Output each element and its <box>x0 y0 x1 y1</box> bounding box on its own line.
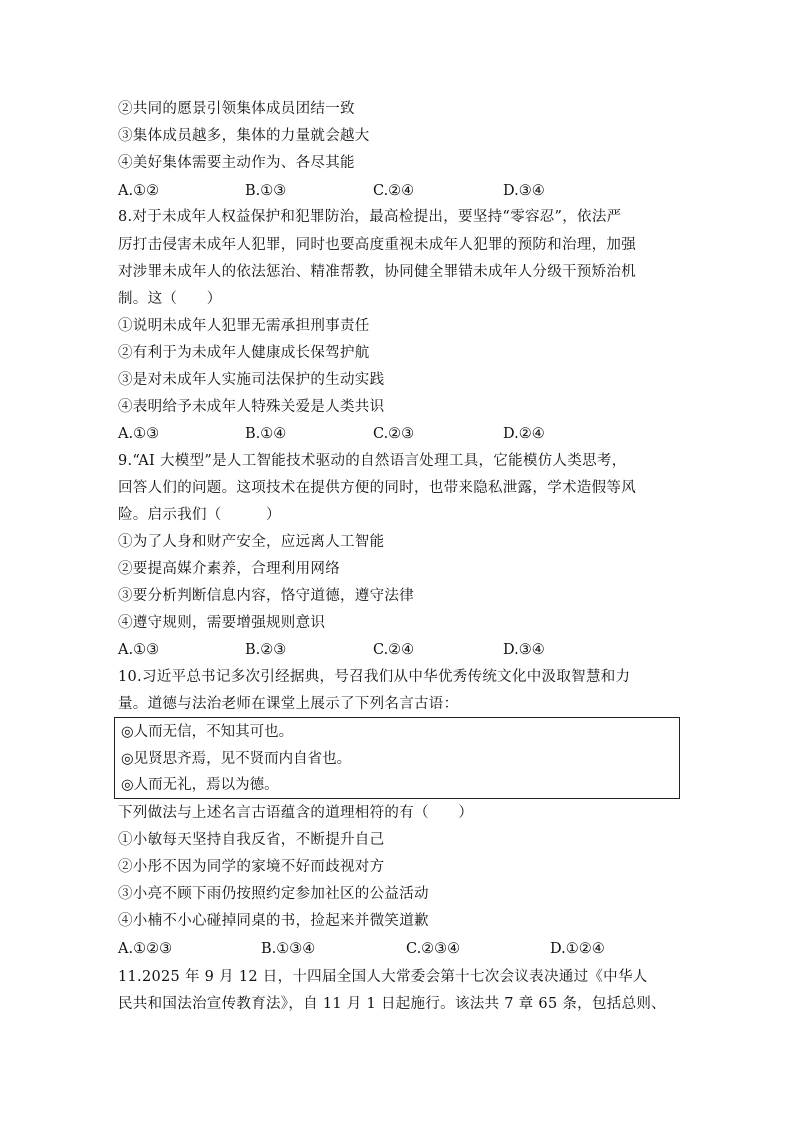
q9-choice-a: A.①③ <box>118 642 160 658</box>
q8-choice-b: B.①④ <box>245 426 287 442</box>
q10-choice-b: B.①③④ <box>261 941 316 957</box>
q7-option-item-4: ④美好集体需要主动作为、各尽其能 <box>118 155 355 171</box>
q8-stem-line-2: 厉打击侵害未成年人犯罪，同时也要高度重视未成年人犯罪的预防和治理，加强 <box>118 237 636 253</box>
q8-stem-line-4: 制。这（ ） <box>118 291 222 307</box>
q7-option-item-2: ②共同的愿景引领集体成员团结一致 <box>118 101 355 117</box>
q10-choice-a: A.①②③ <box>118 941 173 957</box>
q8-option-item-4: ④表明给予未成年人特殊关爱是人类共识 <box>118 399 385 415</box>
q7-answer-choices <box>118 181 683 201</box>
q9-choice-c: C.②④ <box>373 642 415 658</box>
q10-choice-d: D.①②④ <box>550 941 605 957</box>
q9-choice-b: B.②③ <box>245 642 287 658</box>
q10-quote-3: ◎人而无礼，焉以为德。 <box>121 777 279 793</box>
q9-stem-line-3: 险。启示我们（ ） <box>118 507 281 523</box>
q8-stem-line-3: 对涉罪未成年人的依法惩治、精准帮教，协同健全罪错未成年人分级干预矫治机 <box>118 264 636 280</box>
q8-answer-choices <box>118 424 683 444</box>
q8-choice-c: C.②③ <box>373 426 415 442</box>
q7-choice-b: B.①③ <box>245 183 287 199</box>
q7-option-item-3: ③集体成员越多，集体的力量就会越大 <box>118 128 370 144</box>
q10-quote-box <box>114 717 680 799</box>
q10-quote-2: ◎见贤思齐焉，见不贤而内自省也。 <box>121 751 352 767</box>
q10-option-item-1: ①小敏每天坚持自我反省，不断提升自己 <box>118 832 385 848</box>
q10-prompt: 下列做法与上述名言古语蕴含的道理相符的有（ ） <box>118 805 474 821</box>
q10-option-item-3: ③小亮不顾下雨仍按照约定参加社区的公益活动 <box>118 886 429 902</box>
q8-choice-a: A.①③ <box>118 426 160 442</box>
q8-option-item-2: ②有利于为未成年人健康成长保驾护航 <box>118 345 370 361</box>
q9-option-item-2: ②要提高媒介素养，合理利用网络 <box>118 561 340 577</box>
q8-option-item-3: ③是对未成年人实施司法保护的生动实践 <box>118 372 385 388</box>
q9-option-item-3: ③要分析判断信息内容，恪守道德，遵守法律 <box>118 588 414 604</box>
q7-choice-a: A.①② <box>118 183 160 199</box>
q10-choice-c: C.②③④ <box>406 941 461 957</box>
q8-stem-line-1: 8.对于未成年人权益保护和犯罪防治，最高检提出，要坚持“零容忍”，依法严 <box>118 209 622 225</box>
q10-stem-line-2: 量。道德与法治老师在课堂上展示了下列名言古语： <box>118 696 459 712</box>
q10-quote-1: ◎人而无信，不知其可也。 <box>121 724 294 740</box>
q10-answer-choices <box>118 939 683 959</box>
q11-stem-line-2: 民共和国法治宣传教育法》，自 11 月 1 日起施行。该法共 7 章 65 条，包括总则、 <box>118 996 666 1012</box>
q9-stem-line-1: 9.“AI 大模型”是人工智能技术驱动的自然语言处理工具，它能模仿人类思考， <box>118 453 627 469</box>
q7-choice-c: C.②④ <box>373 183 415 199</box>
q9-option-item-1: ①为了人身和财产安全，应远离人工智能 <box>118 534 385 550</box>
q7-choice-d: D.③④ <box>503 183 545 199</box>
q9-option-item-4: ④遵守规则，需要增强规则意识 <box>118 615 326 631</box>
q10-option-item-2: ②小彤不因为同学的家境不好而歧视对方 <box>118 859 385 875</box>
q9-answer-choices <box>118 640 683 660</box>
q8-option-item-1: ①说明未成年人犯罪无需承担刑事责任 <box>118 318 370 334</box>
q9-choice-d: D.③④ <box>503 642 545 658</box>
q11-stem-line-1: 11.2025 年 9 月 12 日，十四届全国人大常委会第十七次会议表决通过《中华人 <box>118 969 648 985</box>
q10-stem-line-1: 10.习近平总书记多次引经据典，号召我们从中华优秀传统文化中汲取智慧和力 <box>118 669 631 685</box>
q9-stem-line-2: 回答人们的问题。这项技术在提供方便的同时，也带来隐私泄露，学术造假等风 <box>118 480 636 496</box>
q10-option-item-4: ④小楠不小心碰掉同桌的书，捡起来并微笑道歉 <box>118 913 429 929</box>
q8-choice-d: D.②④ <box>503 426 545 442</box>
